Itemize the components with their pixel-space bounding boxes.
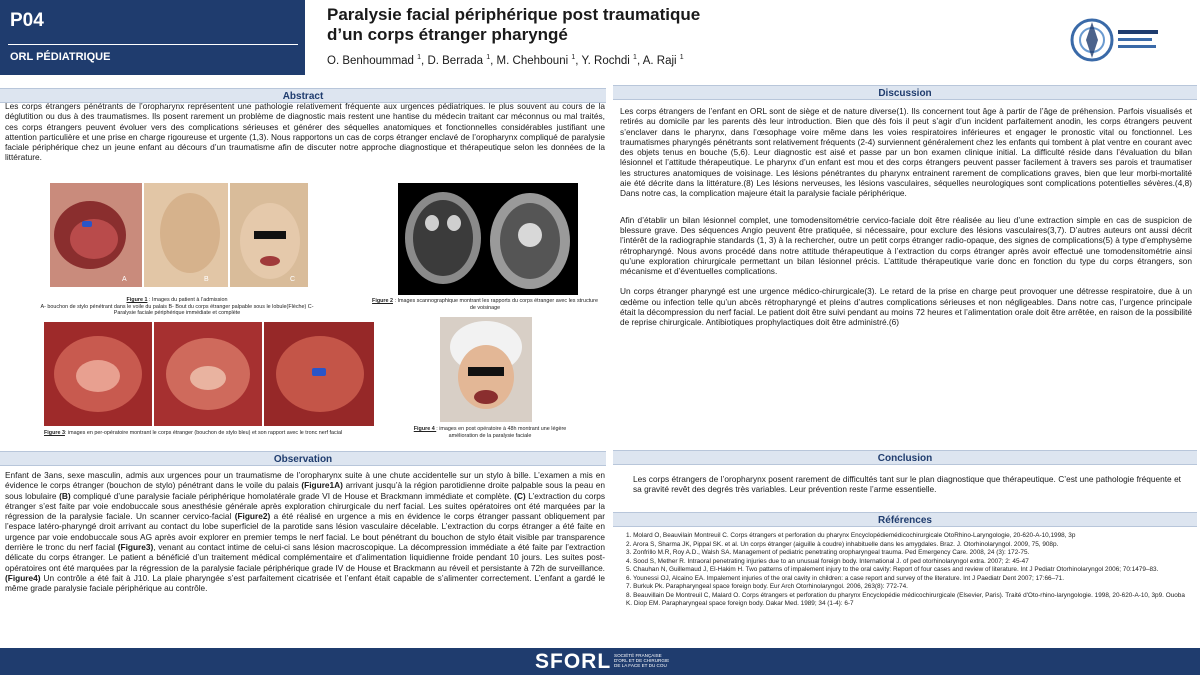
reference-item: 8. Beauvillain De Montreuil C, Malard O. Corps étrangers et perforation du pharynx Encyclopédie médicochirurgicale (Elsevier, Paris). Traité d'Oto-rhino-laryngologie. 1998, 20-620-A-10, 3p9. Ouoba K. Diop EM. Parapharyngeal space foreign body. Dakar Med. 1989; 34 (1-4): 6-7: [626, 591, 1185, 607]
header-divider: [8, 44, 298, 45]
author-affiliation: 1: [571, 54, 576, 61]
discussion-text: [620, 106, 1192, 442]
figure-3-image: [44, 322, 374, 426]
observation-text-run: arrivant jusqu’à la région parotidienne droite palpable sous la peau en sous lobulaire: [5, 480, 605, 501]
figure-1-caption: [32, 297, 322, 317]
reference-item: 1. Molard O, Beauvilain Montreuil C. Corps étrangers et perforation du pharynx Encyclopédiemédicochirurgicale OtoRhino-Laryngologie, 20-620-A-10,1998, 3p: [626, 532, 1076, 539]
figure-3-caption-text: : images en per-opératoire montrant le corps étranger (bouchon de stylo bleu) et son rapport avec le tronc nerf facial: [64, 430, 343, 436]
figure-2-label: Figure 2: [372, 298, 393, 304]
author-list: O. Benhoummad $^1$, D. Berrada $^1$, M. Chehbouni $^1$, Y. Rochdi $^1$, A. Raji $^1$: [327, 54, 684, 67]
figure-4-image: [440, 317, 532, 422]
observation-text-run: Un contrôle a été fait à J10. La plaie pharyngée s’est parfaitement cicatrisée et l’enfant était capable de s’alimenter correctement. L’enfant a gardé le même grade paralysie faciale périphérique au contrôle.: [5, 572, 605, 594]
discussion-paragraph: Afin d’établir un bilan lésionnel complet, une tomodensitométrie cervico-faciale doit être réalisée au lieu d’une extraction simple en cas de suspicion de blessure grave. Des séquences Angio peuvent être pratiquée, si nécessaire, pour exclure des lésions vasculaires(3,7). D’autres auteurs ont aussi décrit l’intérêt de la radiographie standards (1, 3) à la rechercher, outre un petit corps étranger radio-opaque, des signes de complications(5) à type d’emphysème rétropharyngé. Nous avons procédé dans notre attitude thérapeutique à l’extraction du corps étranger après avoir effectué une tomodensitométrie ainsi qu’une exploration chirurgicale permettant un bilan lésionnel précis. L’attitude thérapeutique varie donc en fonction du type du corps étrangers, son mécanisme et d’éventuelles complications.: [620, 214, 1192, 277]
observation-text-run: Enfant de 3ans, sexe masculin, admis aux urgences pour un traumatisme de l’oropharynx suite à une chute accidentelle sur un stylo à bille. L’examen a mis en évidence le corps étranger (bouchon de stylo) pénétrant dans le voile du palais: [5, 470, 605, 491]
figure-2-caption: [370, 298, 600, 312]
figure-reference: (Figure2): [234, 511, 271, 522]
observation-text: [5, 470, 605, 646]
poster-title: [327, 5, 887, 45]
figure-3-caption: [44, 430, 374, 438]
discussion-heading: Discussion: [613, 85, 1197, 100]
figure-reference: (Figure3): [117, 542, 154, 553]
observation-text-run: a été réalisé en urgence a mis en évidence le corps étranger passant obliquement par l’espace latéro-pharyngé droit arrivant au contact du lobe superficiel de la parotide sans lésion vasculaire décelable. L’extraction du corps étranger a été faite en urgence par voie endobuccale sous AG après avoir explorer en premier temps le nerf facial. Le bout pénétrant du bouchon de stylo était visible par transparence derrière le tronc du nerf facial: [5, 511, 605, 553]
author: D. Berrada: [427, 54, 484, 67]
references-list: [626, 532, 1191, 609]
reference-item: 5. Chauhan N, Guillemaud J, El-Hakim H. Two patterns of impalement injury to the oral cavity: Report of four cases and review of literature. Int J Pediatr Otorhinolaryngol 2006; 70:1479–83.: [626, 566, 1159, 573]
figure-reference: (C): [514, 490, 526, 501]
discussion-paragraph: Un corps étranger pharyngé est une urgence médico-chirurgicale(3). Le retard de la prise en charge peut provoquer une détresse respiratoire, due à un œdème ou infection telle qu’un abcès rétropharyngé et pleins d’autres complications sérieuses et non négligeables. Dans notre cas, l’urgence principale était la décompression du nerf facial. Le patient doit être suivi pendant au moins 72 heures et l’alimentation orale doit être arrêtée, en raison de la possibilité de reprise chirurgicale. Antibiotiques prophylactiques doit être administré.(6): [620, 286, 1192, 328]
footer-band: [0, 648, 1200, 675]
reference-item: 3. Zonfrillo M.R, Roy A.D., Walsh SA. Management of pediatric penetrating oropharyngeal trauma. Ped Emergency Care. 2008, 24 (3): 172-75.: [626, 549, 1030, 556]
reference-item: 2. Arora S, Sharma JK, Pippal SK. et al. Un corps étranger (aiguille à coudre) inhabituelle dans les amygdales. Braz. J. Otorhinolaryngol. 2009, 75, 908p.: [626, 540, 1059, 548]
poster-id: P04: [10, 10, 44, 31]
author-affiliation: 1: [679, 54, 684, 61]
author-affiliation: 1: [417, 54, 422, 61]
observation-text-run: , venant au contact intime de celui-ci sans lésion macroscopique. La décompression immédiate a été faite par l’extraction délicate du corps étranger. Le patient a bénéficié d’un traitement médical complémentaire et d’alimentation liquidienne froide pendant 10 jours. Les suites post-opératoires ont été marquées par la régression de la paralysie faciale périphérique grade IV de House et Brackmann au réveil et persistante à 72h de surveillance.: [5, 542, 605, 573]
observation-heading: Observation: [0, 451, 606, 466]
abstract-text: Les corps étrangers pénétrants de l’oropharynx représentent une pathologie relativement fréquente aux urgences pédiatriques. le plus souvent au cours de la déglutition ou dus à des traumatismes. Ils posent rarement un problème de diagnostic mais restent une hantise du médecin traitant car méconnus ou mal traités, ces corps étrangers peuvent évoluer vers des complications sérieuses et générer des séquelles anatomiques et fonctionnelles considérables justifiant une attention particulière et une prise en charge rigoureuse et urgente (1,3). Nous rapportons un cas de corps étranger enclavé de l’oropharynx compliqué de paralysie faciale périphérique chez un jeune enfant au décours d’un traumatisme afin de discuter notre approche diagnostique et thérapeutique selon les données de la littérature.: [5, 101, 605, 163]
society-name-line: DE LA FACE ET DU COU: [614, 663, 667, 669]
conclusion-text: Les corps étrangers de l’oropharynx posent rarement de difficultés tant sur le plan diagnostique que thérapeutique. C’est une pathologie fréquente et sa gravité revêt des degrés très variables. Leur prévention reste l’arme essentielle.: [633, 474, 1181, 495]
poster-header-band: [0, 0, 305, 75]
reference-item: 4. Sood S, Mether R. Intraoral penetrating injuries due to an unusual foreign body. International J. of ped otorhinolaryngol extra. 2007; 2: 45-47: [626, 557, 1029, 565]
figure-2-caption-text: : Images scannographique montrant les rapports du corps étranger avec les structure de voisinage: [393, 298, 598, 311]
figure-4-label: Figure 4: [413, 426, 437, 432]
figure-1-panel-label-a: A: [122, 276, 127, 283]
category-label: ORL PÉDIATRIQUE: [10, 51, 111, 63]
figure-1-caption-text: : Images du patient à l’admission: [147, 297, 228, 303]
observation-text-run: compliqué d’une paralysie faciale périphérique homolatérale grade VI de House et Brackmann immédiate et complète.: [70, 490, 515, 501]
title-line-2: d’un corps étranger pharyngé: [327, 25, 568, 44]
discussion-paragraph: Les corps étrangers de l’enfant en ORL sont de siège et de nature diverse(1). Ils concernent tout âge à partir de l’âge de préhension. Parfois visualisés et retirés au domicile par les parents dès leur introduction. Bien que dès fois il peut s’agir d’un incident parfaitement anodin, les corps étrangers peuvent s’enclaver dans le pharynx, dans l’œsophage voire même dans les voies respiratoires inférieures et engager le pronostic vital ou fonctionnel. Les traumatismes pharyngés pénétrants sont relativement fréquents (2-4) surviennent généralement chez les enfants qui tombent à plat ventre en courant avec des objets tenus en bouche (5,6). Leur diagnostic est aisé et passe par un bon examen clinique initial. La difficulté réside dans l’évaluation du bilan lésionnel et l’attitude thérapeutique. Le pharynx d’un enfant est mou et des corps étrangers peuvent passer facilement à travers ses parois et traumatiser les structures anatomiques de voisinage. Les lésions pénétrantes du pharynx entrainent rarement de complications graves, bien que leur morbi-mortalité aie été décrite dans la littérature.(8) Les lésions nerveuses, les lésions vasculaires, séquelles neurologiques sont complications potentielles sévères.(4,8) Dans notre cas, la complication majeure était la paralysie faciale périphérique.: [620, 106, 1192, 199]
author: Y. Rochdi: [581, 54, 630, 67]
society-name-line: SOCIÉTÉ FRANÇAISE: [614, 653, 662, 658]
university-logo: [1068, 16, 1164, 69]
figure-reference: (Figure1A): [301, 480, 343, 491]
figure-reference: (B): [59, 490, 71, 501]
reference-item: 6. Younessi OJ, Alcaino EA. Impalement injuries of the oral cavity in children: a case report and survey of the literature. Int J Paediatr Dent 2007; 17:66–71.: [626, 574, 1065, 582]
title-line-1: Paralysie facial périphérique post traumatique: [327, 5, 701, 24]
sforl-logo: SFORL: [535, 650, 612, 673]
author-affiliation: 1: [633, 54, 637, 61]
reference-item: 7. Burkuk Pk. Parapharyngeal space foreign body. Eur Arch Otorhinolaryngol. 2006, 263(8): 772-74.: [626, 583, 908, 590]
figure-1-caption-detail: A- bouchon de stylo pénétrant dans le voile du palais B- Bout du corps étranger palpable sous le lobule(Flèche) C- Paralysie faciale périphérique immédiate et complète: [40, 303, 314, 316]
figure-4-caption: [410, 426, 570, 442]
observation-text-run: L’extraction du corps étranger s’est faite par voie endobuccale sous anesthésie générale après exploration chirurgicale du nerf facial. Les suites opératoires ont été marquées par la régression de la paralysie faciale. Un scanner cervico-facial: [5, 490, 605, 522]
society-name: [614, 653, 669, 669]
figure-reference: (Figure4): [5, 572, 41, 583]
figure-3-label: Figure 3: [44, 430, 65, 436]
figure-1-image: [50, 183, 308, 287]
figure-4-caption-text: : images en post opératoire à 48h montrant une légère amélioration de la paralysie faciale: [436, 426, 567, 439]
figure-1-label: Figure 1: [126, 297, 148, 303]
figure-2-image: [398, 183, 578, 295]
author: A. Raji: [642, 54, 677, 67]
figure-1-panel-label-c: C: [290, 276, 296, 283]
figure-1-panel-label-b: B: [204, 276, 209, 283]
abstract-heading: Abstract: [0, 88, 606, 103]
author: O. Benhoummad: [327, 54, 414, 67]
references-heading: Références: [613, 512, 1197, 527]
author: M. Chehbouni: [496, 54, 569, 67]
conclusion-heading: Conclusion: [613, 450, 1197, 465]
author-affiliation: 1: [486, 54, 491, 61]
society-name-line: D'ORL ET DE CHIRURGIE: [614, 658, 670, 664]
